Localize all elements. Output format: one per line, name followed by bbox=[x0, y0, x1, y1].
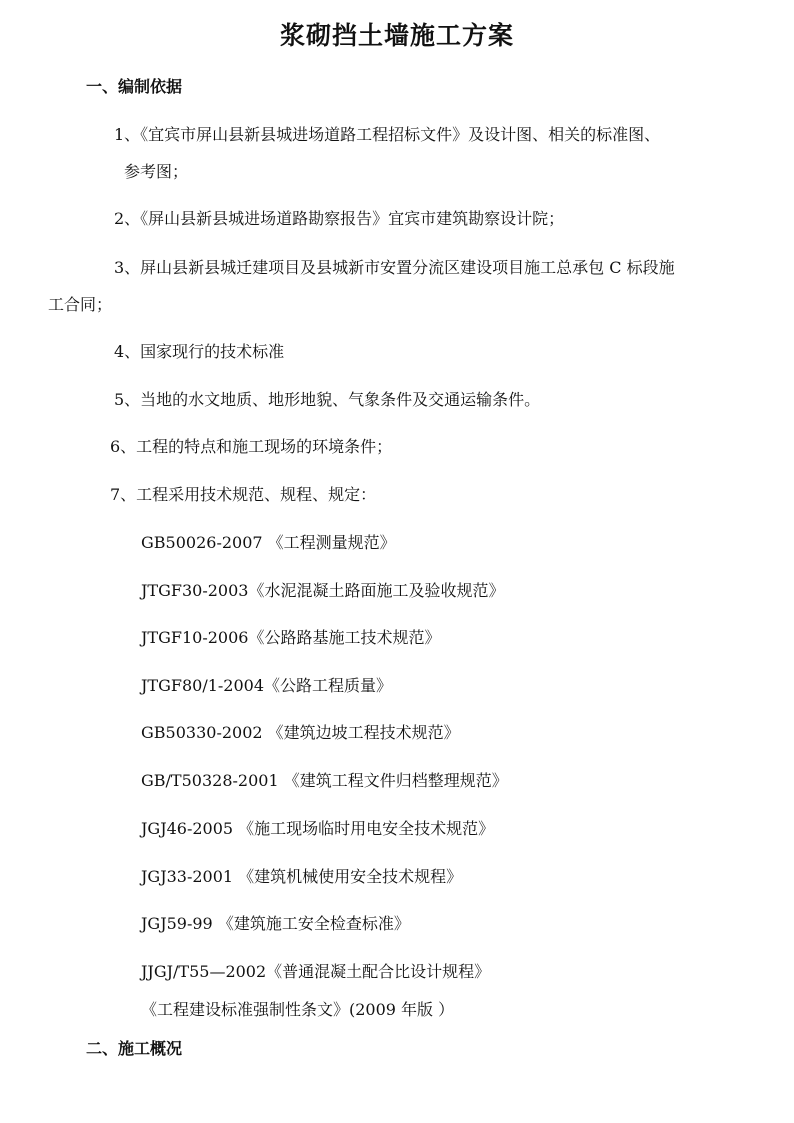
basis-item-5: 5、当地的水文地质、地形地貌、气象条件及交通运输条件。 bbox=[114, 390, 541, 409]
basis-item-2: 2、《屏山县新县城进场道路勘察报告》宜宾市建筑勘察设计院； bbox=[114, 209, 565, 228]
standard-item: JGJ46-2005 《施工现场临时用电安全技术规范》 bbox=[141, 819, 495, 838]
basis-item-3-continuation: 工合同； bbox=[48, 295, 113, 314]
standard-item: GB50026-2007 《工程测量规范》 bbox=[141, 533, 396, 552]
basis-item-6: 6、工程的特点和施工现场的环境条件； bbox=[110, 437, 393, 456]
standard-item: JTGF80/1-2004《公路工程质量》 bbox=[141, 676, 393, 695]
section-heading-overview: 二、施工概况 bbox=[86, 1039, 183, 1058]
basis-item-4: 4、国家现行的技术标准 bbox=[114, 342, 285, 361]
basis-item-3: 3、屏山县新县城迁建项目及县城新市安置分流区建设项目施工总承包 C 标段施 bbox=[114, 258, 675, 277]
document-title: 浆砌挡土墙施工方案 bbox=[279, 21, 514, 50]
basis-item-1-continuation: 参考图； bbox=[124, 162, 189, 181]
standard-item: JGJ33-2001 《建筑机械使用安全技术规程》 bbox=[141, 867, 463, 886]
standard-item: JTGF30-2003《水泥混凝土路面施工及验收规范》 bbox=[141, 581, 505, 600]
standard-item: JGJ59-99 《建筑施工安全检查标准》 bbox=[141, 914, 410, 933]
standard-item: 《工程建设标准强制性条文》(2009 年版 ） bbox=[141, 1000, 455, 1019]
standard-item: GB50330-2002 《建筑边坡工程技术规范》 bbox=[141, 723, 460, 742]
section-heading-basis: 一、编制依据 bbox=[86, 77, 183, 96]
standard-item: GB/T50328-2001 《建筑工程文件归档整理规范》 bbox=[141, 771, 508, 790]
standard-item: JTGF10-2006《公路路基施工技术规范》 bbox=[141, 628, 441, 647]
basis-item-1: 1、《宜宾市屏山县新县城进场道路工程招标文件》及设计图、相关的标准图、 bbox=[114, 125, 661, 144]
basis-item-7: 7、工程采用技术规范、规程、规定： bbox=[110, 485, 377, 504]
standard-item: JJGJ/T55—2002《普通混凝土配合比设计规程》 bbox=[141, 962, 491, 981]
